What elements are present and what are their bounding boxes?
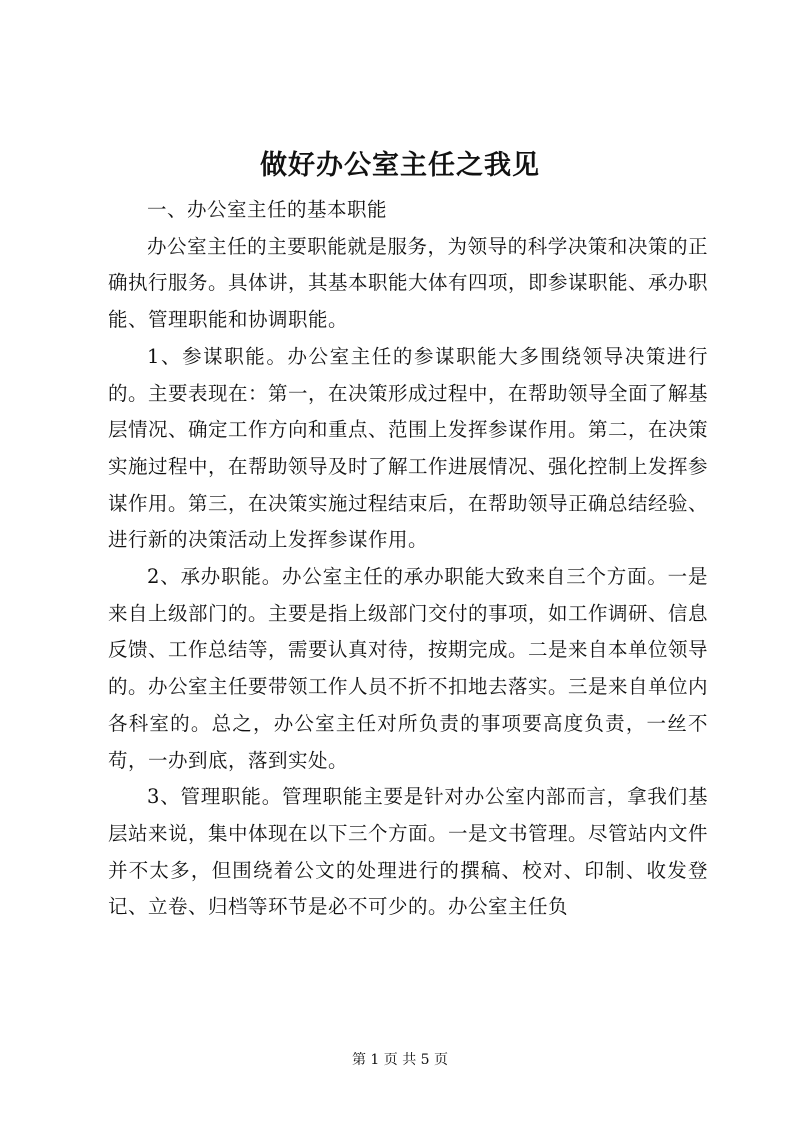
- paragraph-advisory-function: 1、参谋职能。办公室主任的参谋职能大多围绕领导决策进行的。主要表现在：第一，在决策形成过程中，在帮助领导全面了解基层情况、确定工作方向和重点、范围上发挥参谋作用。第二，在决策实施过程中，在帮助领导及时了解工作进展情况、强化控制上发挥参谋作用。第三，在决策实施过程结束后，在帮助领导正确总结经验、进行新的决策活动上发挥参谋作用。: [108, 344, 709, 552]
- section-heading: 一、办公室主任的基本职能: [147, 198, 388, 221]
- paragraph-management-function: 3、管理职能。管理职能主要是针对办公室内部而言，拿我们基层站来说，集中体现在以下三个方面。一是文书管理。尽管站内文件并不太多，但围绕着公文的处理进行的撰稿、校对、印制、收发登记、立卷、归档等环节是必不可少的。办公室主任负: [108, 785, 709, 919]
- paragraph-undertaking-function: 2、承办职能。办公室主任的承办职能大致来自三个方面。一是来自上级部门的。主要是指上级部门交付的事项，如工作调研、信息反馈、工作总结等，需要认真对待，按期完成。二是来自本单位领导的。办公室主任要带领工作人员不折不扣地去落实。三是来自单位内各科室的。总之，办公室主任对所负责的事项要高度负责，一丝不苟，一办到底，落到实处。: [108, 565, 709, 772]
- document-body: [108, 192, 708, 926]
- document-title: 做好办公室主任之我见: [260, 150, 540, 181]
- paragraph-intro: 办公室主任的主要职能就是服务，为领导的科学决策和决策的正确执行服务。具体讲，其基本职能大体有四项，即参谋职能、承办职能、管理职能和协调职能。: [108, 234, 709, 332]
- page-footer: 第 1 页 共 5 页: [351, 1052, 449, 1068]
